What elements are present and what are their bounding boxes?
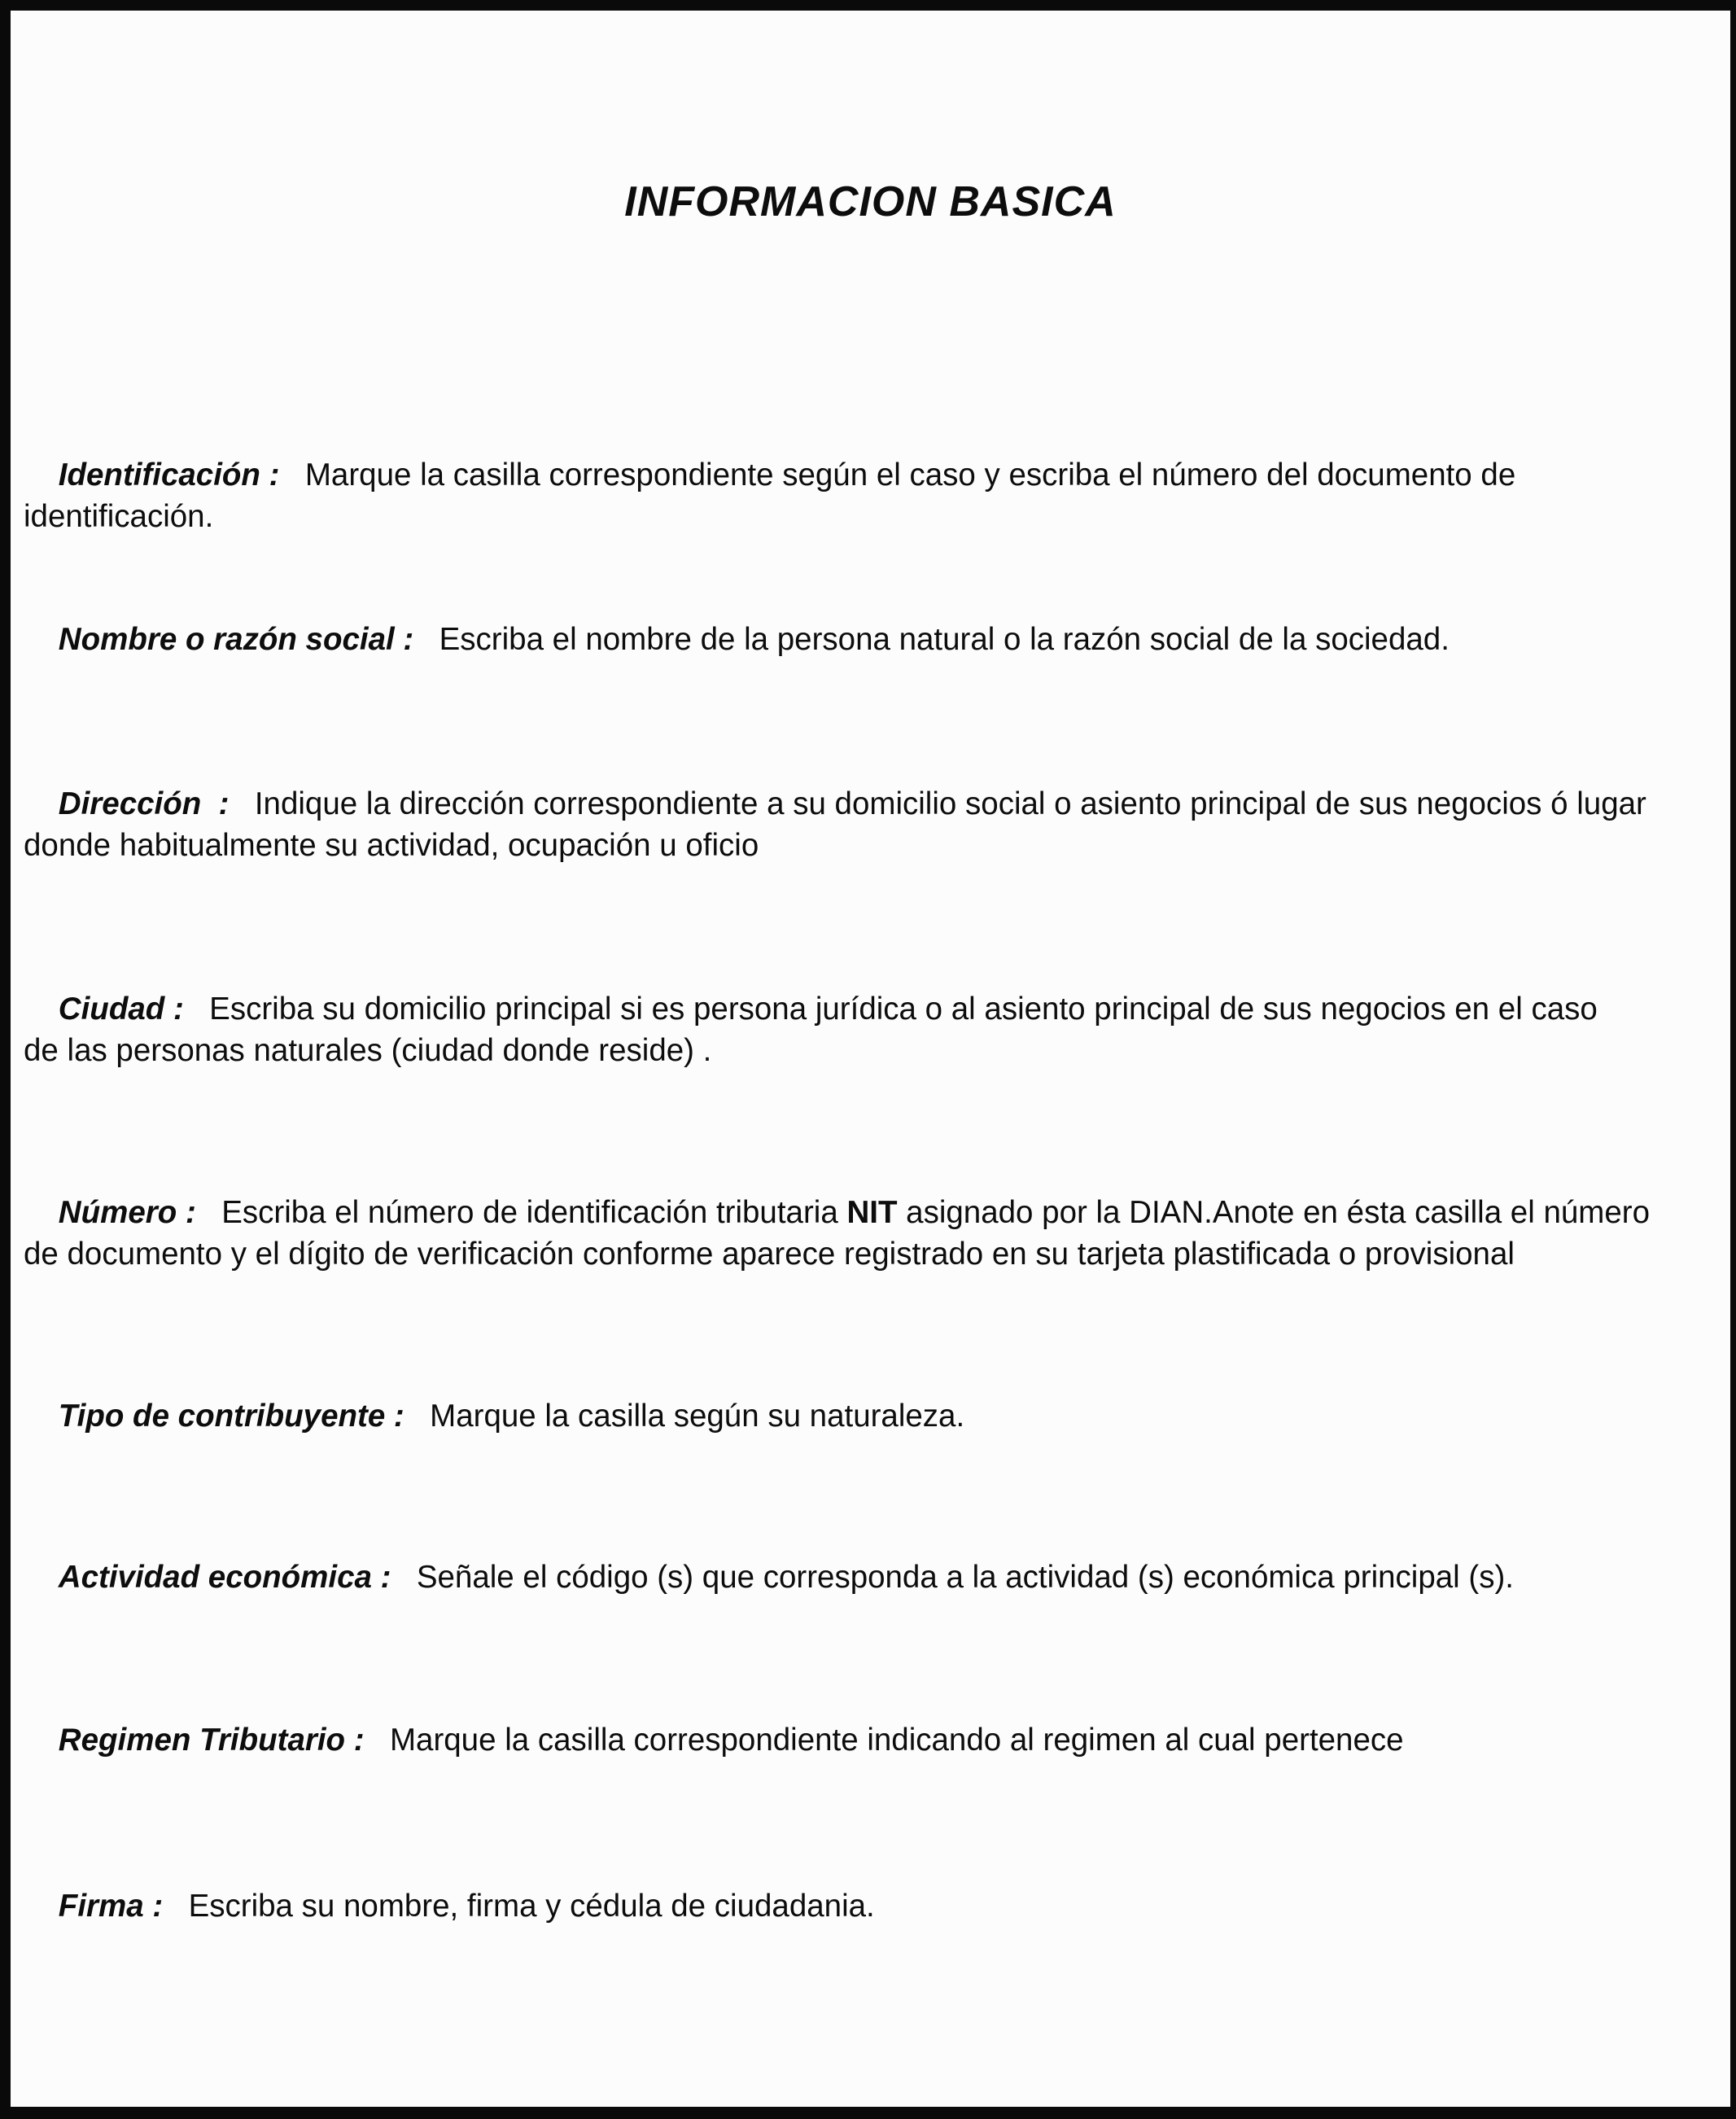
field-description: Escriba su domicilio principal si es persona jurídica o al asiento principal de sus negocios en el caso de las personas naturales (ciudad donde reside) . — [24, 992, 1598, 1068]
field-description: Escriba su nombre, firma y cédula de ciudadania. — [188, 1889, 875, 1924]
field-label: Identificación : — [58, 458, 297, 493]
field-description: Marque la casilla correspondiente según el caso y escriba el número del documento de identificación. — [24, 458, 1516, 534]
instruction-paragraph — [24, 947, 1701, 1113]
field-label: Ciudad : — [58, 992, 202, 1027]
field-label: Nombre o razón social : — [58, 622, 431, 657]
field-description: Marque la casilla según su naturaleza. — [430, 1399, 965, 1434]
instruction-paragraph — [24, 1515, 1701, 1640]
field-description: Señale el código (s) que corresponda a la actividad (s) económica principal (s). — [416, 1560, 1515, 1595]
page-title: INFORMACION BASICA — [624, 178, 1117, 225]
instruction-paragraph — [24, 1150, 1701, 1316]
instruction-paragraph — [24, 1844, 1701, 1968]
field-label: Tipo de contribuyente : — [58, 1399, 422, 1434]
field-label: Número : — [58, 1195, 214, 1230]
instruction-paragraph — [24, 1354, 1701, 1478]
field-description: Escriba el número de identificación tributaria NIT asignado por la DIAN.Anote en ésta casilla el número de documento y el dígito de verificación conforme aparece registrado en su tarjeta plastificada o provisional — [24, 1195, 1651, 1272]
instruction-paragraph — [24, 413, 1701, 579]
field-description: Indique la dirección correspondiente a su domicilio social o asiento principal de sus negocios ó lugar donde habitualmente su actividad, ocupación u oficio — [24, 786, 1646, 863]
field-description: Marque la casilla correspondiente indicando al regimen al cual pertenece — [389, 1723, 1404, 1758]
field-description: Escriba el nombre de la persona natural o la razón social de la sociedad. — [439, 622, 1450, 657]
instruction-paragraph — [24, 742, 1701, 908]
field-label: Dirección : — [58, 786, 247, 821]
field-label: Actividad económica : — [58, 1560, 409, 1595]
field-label: Firma : — [58, 1889, 181, 1924]
instruction-paragraph — [24, 577, 1701, 702]
field-label: Regimen Tributario : — [58, 1723, 382, 1758]
instruction-paragraph — [24, 1678, 1701, 1802]
